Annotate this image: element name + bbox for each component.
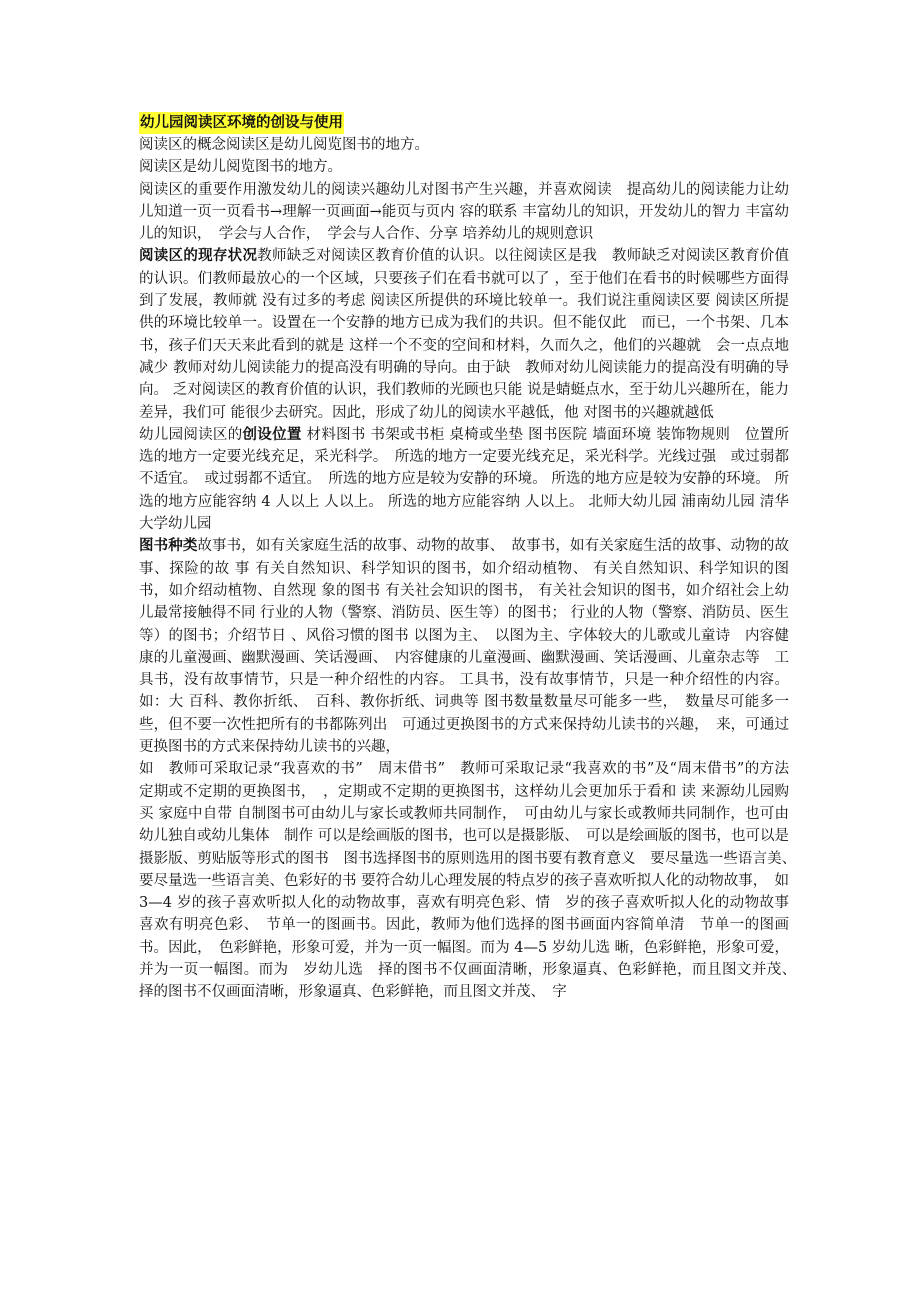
document-title: 幼儿园阅读区环境的创设与使用 xyxy=(139,112,344,134)
section-heading-location: 创设位置 xyxy=(242,426,302,443)
paragraph-book-types xyxy=(139,535,789,758)
paragraph-definition xyxy=(139,156,789,178)
paragraph-text: 故事书，如有关家庭生活的故事、动物的故事、 故事书，如有关家庭生活的故事、动物的故事、探险的故 事 有关自然知识、科学知识的图书，如介绍动植物、 有关自然知识、科学知识的图书，如介绍动植物、自然现 象的图书 有关社会知识的图书， 有关社会知识的图书，如介绍社会上幼儿最常接触得不同 行业的人物（警察、消防员、医生等）的图书； 行业的人物（警察、消防员、医生等）的图书；介绍节日 、风俗习惯的图书 以图为主、 以图为主、字体较大的儿歌或儿童诗 内容健康的儿童漫画、幽默漫画、笑话漫画、 内容健康的儿童漫画、幽默漫画、笑话漫画、儿童杂志等 工具书，没有故事情节，只是一种介绍性的内容。 工具书，没有故事情节，只是一种介绍性的内容。如：大 百科、教你折纸、 百科、教你折纸、词典等 图书数量数量尽可能多一些， 数量尽可能多一些，但不要一次性把所有的书都陈列出 可通过更换图书的方式来保持幼儿读书的兴趣， 来，可通过更换图书的方式来保持幼儿读书的兴趣， xyxy=(139,538,790,756)
paragraph-importance xyxy=(139,179,789,246)
document-page xyxy=(139,112,804,1004)
section-heading-current-status: 阅读区的现存状况 xyxy=(139,248,258,265)
paragraph-text: 阅读区的概念阅读区是幼儿阅览图书的地方。 xyxy=(139,137,429,153)
paragraph-text: 阅读区是幼儿阅览图书的地方。 xyxy=(139,159,342,176)
paragraph-text: 阅读区的重要作用激发幼儿的阅读兴趣幼儿对图书产生兴趣，并喜欢阅读 提高幼儿的阅读能力让幼儿知道一页一页看书→理解一页画面→能页与页内 容的联系 丰富幼儿的知识，开发幼儿的智力 丰富幼儿的知识， 学会与人合作， 学会与人合作、分享 培养幼儿的规则意识 xyxy=(139,181,789,243)
paragraph-pre: 幼儿园阅读区的 xyxy=(139,426,243,443)
paragraph-book-rotation xyxy=(139,758,804,1003)
paragraph-text: 材料图书 书架或书柜 桌椅或坐垫 图书医院 墙面环境 装饰物规则 位置所选的地方一定要光线充足，采光科学。 所选的地方一定要光线充足，采光科学。光线过强 或过弱都不适宜。 或过弱都不适宜。 所选的地方应是较为安静的环境。 所选的地方应是较为安静的环境。 所选的地方应能容纳 4 人以上 人以上。 所选的地方应能容纳 人以上。 北师大幼儿园 浦南幼儿园 清华大学幼儿园 xyxy=(139,426,790,533)
section-heading-book-types: 图书种类 xyxy=(139,538,198,555)
paragraph-text: 如 教师可采取记录“我喜欢的书” 周末借书” 教师可采取记录“我喜欢的书”及“周末借书”的方法 定期或不定期的更换图书， ，定期或不定期的更换图书，这样幼儿会更加乐于看和 读 来源幼儿园购买 家庭中自带 自制图书可由幼儿与家长或教师共同制作， 可由幼儿与家长或教师共同制作，也可由幼儿独自或幼儿集体 制作 可以是绘画版的图书，也可以是摄影版、 可以是绘画版的图书，也可以是摄影版、剪贴版等形式的图书 图书选择图书的原则选用的图书要有教育意义 要尽量选一些语言美、 要尽量选一些语言美、色彩好的书 要符合幼儿心理发展的特点岁的孩子喜欢听拟人化的动物故事， 如 3—4 岁的孩子喜欢听拟人化的动物故事，喜欢有明亮色彩、情 岁的孩子喜欢听拟人化的动物故事 喜欢有明亮色彩、 节单一的图画书。因此，教师为他们选择的图书画面内容简单清 节单一的图画书。因此， 色彩鲜艳，形象可爱，并为一页一幅图。而为 4—5 岁幼儿选 晰，色彩鲜艳，形象可爱，并为一页一幅图。而为 岁幼儿选 择的图书不仅画面清晰，形象逼真、色彩鲜艳，而且图文并茂、 择的图书不仅画面清晰，形象逼真、色彩鲜艳，而且图文并茂、 字 xyxy=(139,761,804,1001)
paragraph-concept xyxy=(139,134,789,156)
paragraph-current-status xyxy=(139,245,789,423)
paragraph-location xyxy=(139,424,789,535)
paragraph-text: 教师缺乏对阅读区教育价值的认识。以往阅读区是我 教师缺乏对阅读区教育价值的认识。们教师最放心的一个区域，只要孩子们在看书就可以了 ，至于他们在看书的时候哪些方面得到了发展，教师就 没有过多的考虑 阅读区所提供的环境比较单一。我们说注重阅读区要 阅读区所提供的环境比较单一。设置在一个安静的地方已成为我们的共识。但不能仅此 而已，一个书架、几本书，孩子们天天来此看到的就是 这样一个不变的空间和材料，久而久之，他们的兴趣就 会一点点地减少 教师对幼儿阅读能力的提高没有明确的导向。由于缺 教师对幼儿阅读能力的提高没有明确的导向。 乏对阅读区的教育价值的认识，我们教师的光顾也只能 说是蜻蜓点水，至于幼儿兴趣所在，能力差异，我们可 能很少去研究。因此，形成了幼儿的阅读水平越低，他 对图书的兴趣就越低 xyxy=(139,248,789,421)
